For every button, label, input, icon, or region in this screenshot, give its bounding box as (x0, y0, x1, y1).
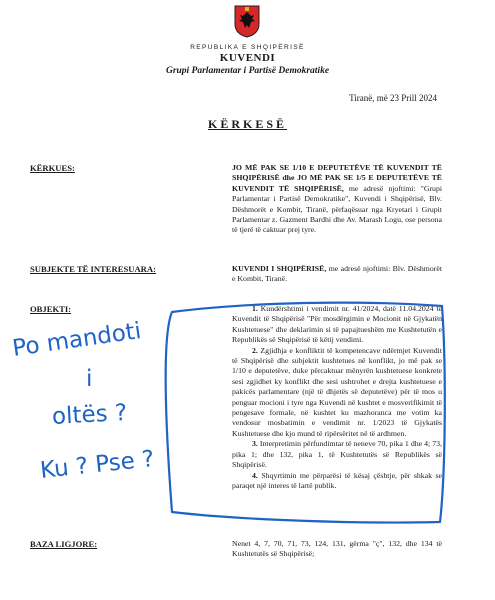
document-date: Tiranë, më 23 Prill 2024 (349, 93, 437, 103)
handwritten-line-3: oltës ? (51, 400, 128, 430)
objekti-item-number: 2. (252, 345, 258, 355)
kerkues-bold-text: JO MË PAK SE 1/10 E DEPUTETËVE TË KUVENDIT TË SHQIPËRISË dhe JO MË PAK SE 1/5 E DEPUTETËVE TË KUVENDIT TË SHQIPËRISË, (232, 163, 442, 193)
objekti-item-text: Interpretimin përfundimtar të neneve 70, pika 1 dhe 4; 73, pika 1; dhe 132, pika 1, të Kushtetutës së Republikës së Shqipërisë. (232, 439, 442, 470)
baza-text: Nenet 4, 7, 70, 71, 73, 124, 131, gërma "ç", 132, dhe 134 të Kushtetutës së Shqipërisë; (232, 539, 442, 559)
objekti-item-text: Shqyrtimin me përparësi të kësaj çështje, për shkak se paraqet një interes të lartë publik. (232, 470, 442, 490)
objekti-item-number: 1. (252, 304, 258, 313)
objekti-item-text: Zgjidhja e konfliktit të kompetencave ndërmjet Kuvendit të Shqipërisë dhe subjektit kushtetues në konflikt, jo më pak se 1/10 e deputetëve, duke përcaktuar mënyrën kushtetuese konkrete sesi zgjidhet ky konflikt dhe sesi ushtrohet e drejta kushtetuese e pakicës parlamentare (një të dhjetës së deputetëve) për të mos u penguar mocioni i tyre nga Kuvendi në kushtet e mosverifikimit të pengesave formale, në kushtet ku mazhoranca me votim ka vendosur mosbatimin e vendimit nr. 1/2023 të Gjykatës Kushtetuese dhe kjo mund të ripërsëritet në të ardhmen. (232, 345, 443, 438)
objekti-item-number: 3. (252, 439, 258, 449)
objekti-item-text: Kundërshtimi i vendimit nr. 41/2024, datë 11.04.2024 të Kuvendit të Shqipërisë "Për mosdërgimin e Mocionit në Gjykatën Kushtetuese" dhe deklarimin si të papajtueshëm me Kushtetutën e Republikës së Shqipërisë të këtij vendimi. (232, 304, 442, 345)
objekti-item-number: 4. (252, 470, 258, 480)
group-heading: Grupi Parlamentar i Partisë Demokratike (165, 66, 330, 76)
document-title: KËRKESË (207, 117, 288, 131)
handwritten-line-4: Ku ? Pse ? (38, 446, 156, 484)
objekti-label: OBJEKTI: (30, 304, 72, 314)
subjekte-bold-text: KUVENDI I SHQIPËRISË, (232, 264, 327, 273)
institution-heading: KUVENDI (219, 52, 276, 64)
handwritten-line-1: Po mandoti (10, 318, 143, 362)
handwritten-circle (166, 303, 445, 523)
kerkues-plain-text: me adresë njoftimi: "Grupi Parlamentar i Partisë Demokratike", Kuvendi i Shqipërisë, Blv. Dëshmorët e Kombit, Tiranë, përfaqësuar nga Kryetari i Grupit Parlamentar z. Gazment Bardhi dhe Av. Marash Logu, ose persona të tjerë të caktuar prej tyre. (232, 183, 443, 235)
baza-label: BAZA LIGJORE: (30, 539, 98, 549)
kerkues-label: KËRKUES: (30, 163, 75, 173)
handwritten-line-2: i (86, 366, 93, 392)
subjekte-label: SUBJEKTE TË INTERESUARA: (30, 264, 156, 274)
subjekte-plain-text: me adresë njoftimi: Blv. Dëshmorët e Kombit, Tiranë. (232, 264, 442, 284)
republic-heading: REPUBLIKA E SHQIPËRISË (190, 44, 305, 51)
